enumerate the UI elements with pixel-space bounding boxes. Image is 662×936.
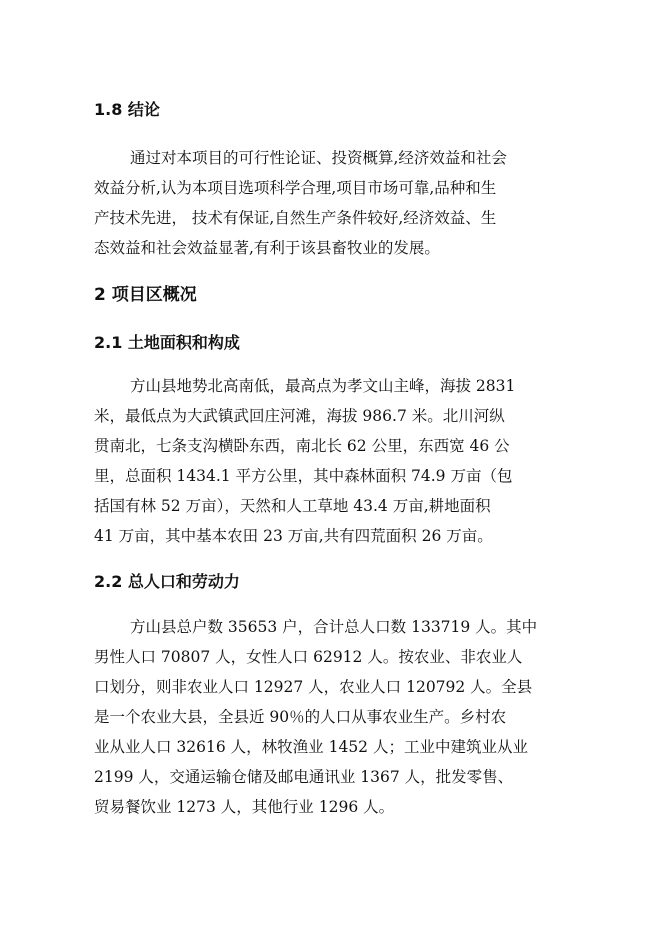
paragraph-line: 男性人口 70807 人，女性人口 62912 人。按农业、非农业人 [94,648,523,666]
paragraph-line: 2199 人，交通运输仓储及邮电通讯业 1367 人，批发零售、 [94,768,514,786]
paragraph-line: 贯南北，七条支沟横卧东西，南北长 62 公里，东西宽 46 公 [94,437,510,455]
paragraph-line: 产技术先进， 技术有保证,自然生产条件较好,经济效益、生 [94,209,497,227]
paragraph-line: 业从业人口 32616 人，林牧渔业 1452 人；工业中建筑业从业 [94,738,528,756]
paragraph-line: 41 万亩，其中基本农田 23 万亩,共有四荒面积 26 万亩。 [94,527,493,545]
section-heading-2-2: 2.2 总人口和劳动力 [94,572,240,591]
paragraph-line: 贸易餐饮业 1273 人，其他行业 1296 人。 [94,798,395,816]
paragraph-line: 里，总面积 1434.1 平方公里，其中森林面积 74.9 万亩（包 [94,467,513,485]
paragraph-line: 括国有林 52 万亩），天然和人工草地 43.4 万亩,耕地面积 [94,497,491,515]
section-heading-2: 2 项目区概况 [94,285,197,305]
section-heading-1-8: 1.8 结论 [94,100,160,119]
paragraph-line: 米，最低点为大武镇武回庄河滩，海拔 986.7 米。北川河纵 [94,407,505,425]
paragraph-line: 是一个农业大县，全县近 90％的人口从事农业生产。乡村农 [94,708,507,726]
paragraph-line: 口划分，则非农业人口 12927 人，农业人口 120792 人。全县 [94,678,533,696]
paragraph-line: 方山县地势北高南低，最高点为孝文山主峰，海拔 2831 [130,377,516,395]
section-heading-2-1: 2.1 土地面积和构成 [94,333,240,352]
paragraph-line: 通过对本项目的可行性论证、投资概算,经济效益和社会 [130,149,507,167]
paragraph-line: 效益分析,认为本项目选项科学合理,项目市场可靠,品种和生 [94,179,497,197]
paragraph-line: 方山县总户数 35653 户，合计总人口数 133719 人。其中 [130,618,538,636]
paragraph-line: 态效益和社会效益显著,有利于该县畜牧业的发展。 [94,239,440,257]
